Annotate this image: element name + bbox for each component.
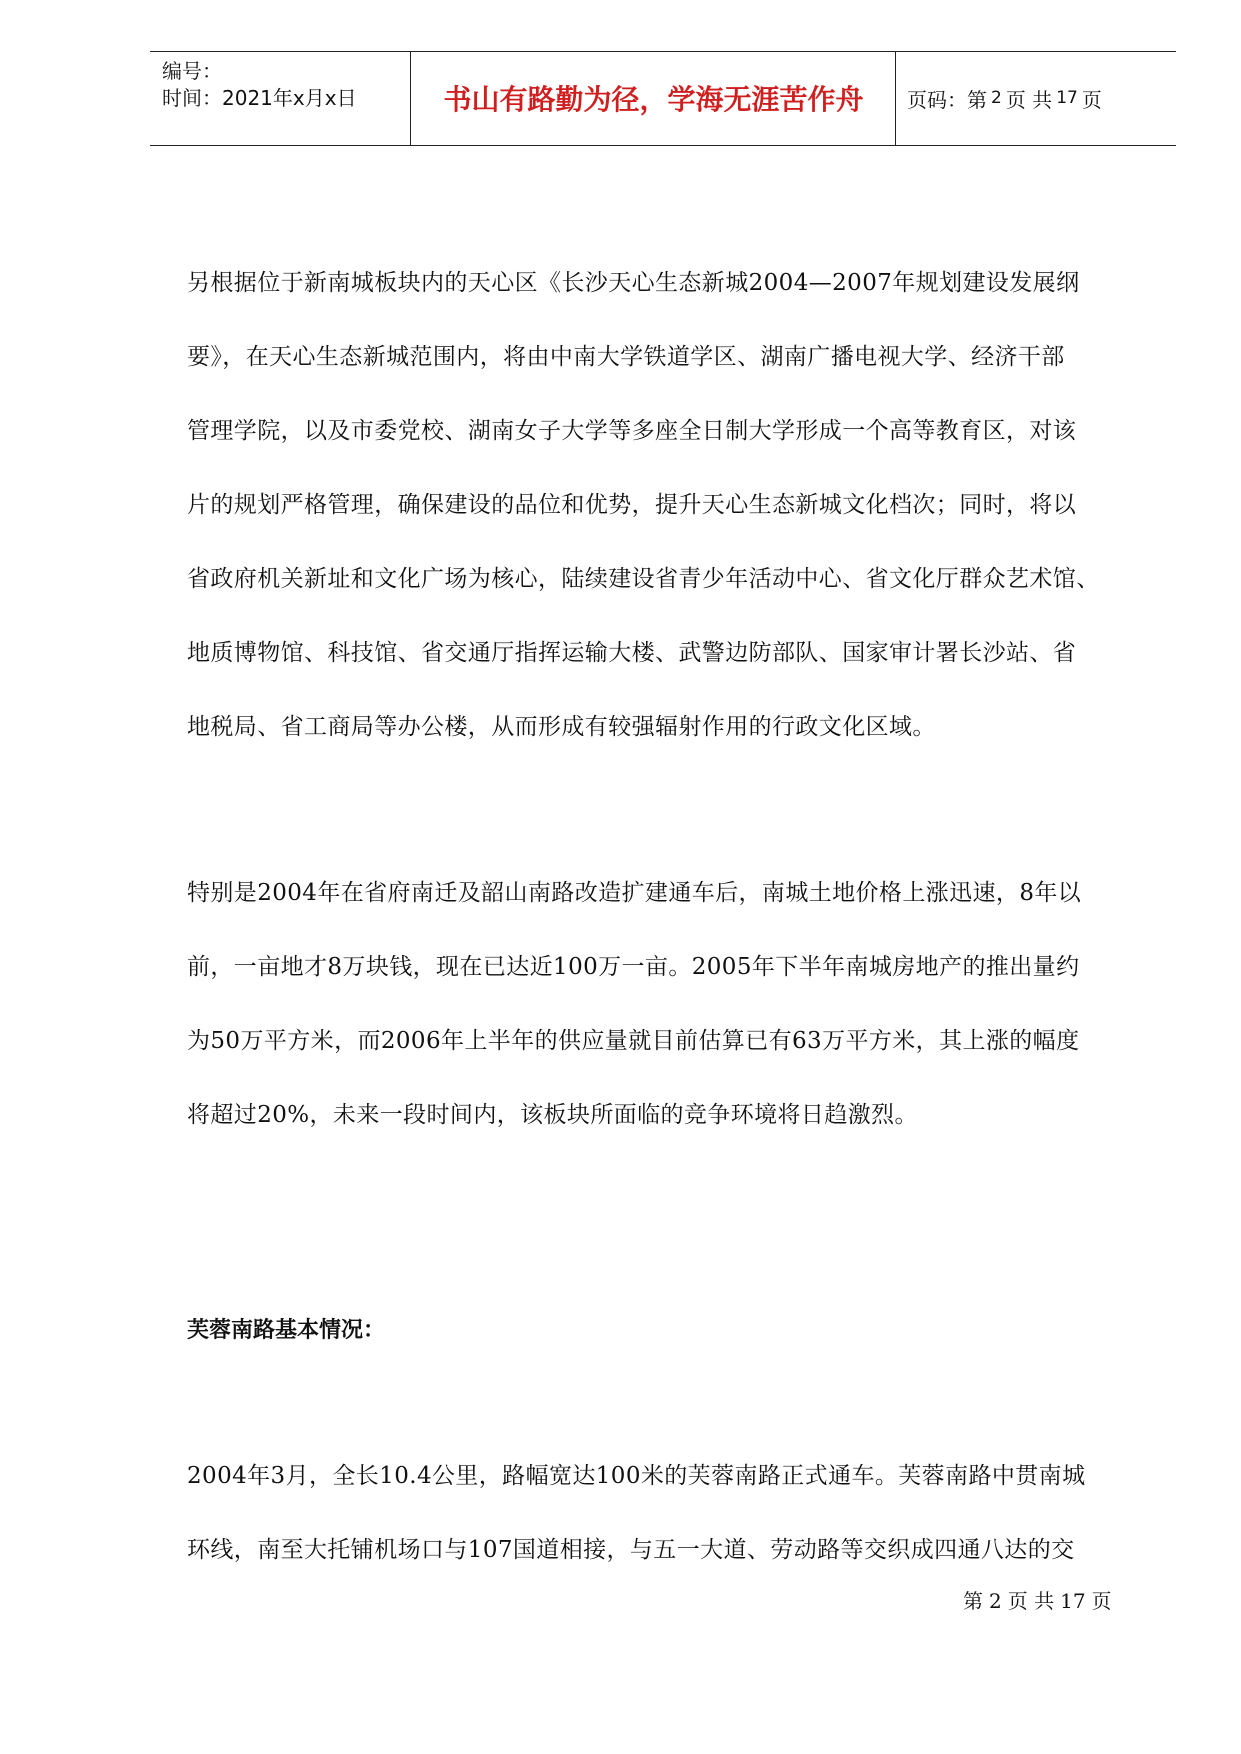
paragraph-line: 为50万平方米，而2006年上半年的供应量就目前估算已有63万平方米，其上涨的幅度 <box>187 1028 1080 1054</box>
section-title: 芙蓉南路基本情况： <box>187 1318 386 1343</box>
paragraph-line: 片的规划严格管理，确保建设的品位和优势，提升天心生态新城文化档次；同时，将以 <box>187 492 1077 518</box>
paragraph-line: 管理学院，以及市委党校、湖南女子大学等多座全日制大学形成一个高等教育区，对该 <box>187 418 1077 444</box>
paragraph-line: 将超过20%，未来一段时间内，该板块所面临的竞争环境将日趋激烈。 <box>187 1102 918 1128</box>
paragraph-line: 省政府机关新址和文化广场为核心，陆续建设省青少年活动中心、省文化厅群众艺术馆、 <box>187 566 1100 592</box>
footer-mid: 页 共 <box>1007 1589 1055 1613</box>
page-footer <box>960 1588 1115 1614</box>
paragraph-1 <box>187 246 1147 764</box>
header-divider-left <box>410 52 411 145</box>
header-page-mid: 页 共 <box>1005 87 1053 112</box>
paragraph-line: 要》，在天心生态新城范围内，将由中南大学铁道学区、湖南广播电视大学、经济干部 <box>187 344 1065 370</box>
time-label: 时间：2021年x月x日 <box>162 86 357 110</box>
paragraph-3 <box>187 1439 1147 1587</box>
paragraph-line: 地质博物馆、科技馆、省交通厅指挥运输大楼、武警边防部队、国家审计署长沙站、省 <box>187 640 1077 666</box>
header-motto: 书山有路勤为径，学海无涯苦作舟 <box>443 83 864 116</box>
header-page-counter <box>907 52 1102 144</box>
header-meta <box>162 58 408 112</box>
page-header <box>150 51 1176 146</box>
paragraph-line: 特别是2004年在省府南迁及韶山南路改造扩建通车后，南城土地价格上涨迅速，8年以 <box>187 880 1082 906</box>
paragraph-line: 地税局、省工商局等办公楼，从而形成有较强辐射作用的行政文化区域。 <box>187 714 936 740</box>
footer-page-current: 2 <box>989 1589 1002 1613</box>
paragraph-line: 2004年3月，全长10.4公里，路幅宽达100米的芙蓉南路正式通车。芙蓉南路中贯南城 <box>187 1463 1086 1489</box>
paragraph-line: 另根据位于新南城板块内的天心区《长沙天心生态新城2004—2007年规划建设发展纲 <box>187 270 1080 296</box>
paragraph-2 <box>187 856 1147 1152</box>
header-page-current: 2 <box>991 88 1002 108</box>
header-page-prefix: 页码：第 <box>907 87 987 112</box>
header-divider-right <box>895 52 896 145</box>
footer-prefix: 第 <box>963 1589 983 1613</box>
header-page-suffix: 页 <box>1081 87 1102 112</box>
paragraph-line: 前，一亩地才8万块钱，现在已达近100万一亩。2005年下半年南城房地产的推出量约 <box>187 954 1080 980</box>
footer-suffix: 页 <box>1091 1589 1112 1613</box>
header-page-total: 17 <box>1056 88 1078 108</box>
footer-page-total: 17 <box>1060 1589 1086 1613</box>
serial-number-label: 编号： <box>162 59 222 83</box>
paragraph-line: 环线，南至大托铺机场口与107国道相接，与五一大道、劳动路等交织成四通八达的交 <box>187 1537 1075 1563</box>
